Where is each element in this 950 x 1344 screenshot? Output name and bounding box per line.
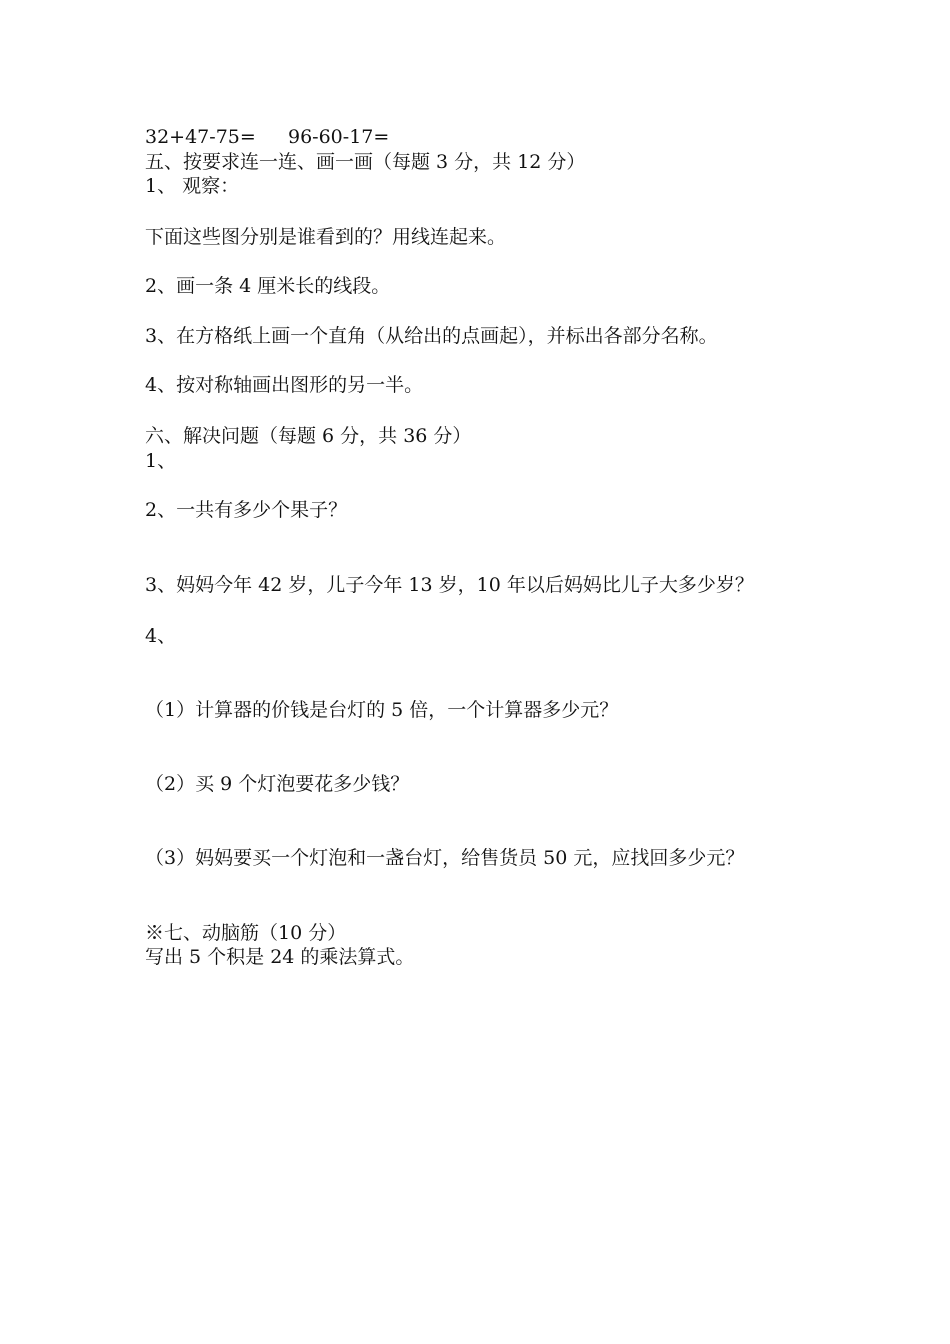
section7-heading: ※七、动脑筋（10 分） [145, 922, 347, 944]
section6-question-1: 1、 [145, 450, 177, 472]
section5-question-2: 2、画一条 4 厘米长的线段。 [145, 275, 391, 297]
section5-question-1: 1、 观察： [145, 175, 240, 197]
section6-question-2: 2、一共有多少个果子？ [145, 499, 348, 521]
section5-question-4: 4、按对称轴画出图形的另一半。 [145, 374, 424, 396]
section5-question-3: 3、在方格纸上画一个直角（从给出的点画起），并标出各部分名称。 [145, 325, 718, 347]
section6-question-4-part-2: （2）买 9 个灯泡要花多少钱？ [145, 773, 410, 795]
expression-a: 32+47-75= [145, 126, 256, 148]
section6-heading: 六、解决问题（每题 6 分，共 36 分） [145, 425, 472, 447]
section5-heading: 五、按要求连一连、画一画（每题 3 分，共 12 分） [145, 151, 586, 173]
section6-question-4: 4、 [145, 625, 177, 647]
section5-question-1-instruction: 下面这些图分别是谁看到的？用线连起来。 [145, 226, 507, 248]
expression-b: 96-60-17= [288, 126, 390, 148]
section6-question-3: 3、妈妈今年 42 岁，儿子今年 13 岁，10 年以后妈妈比儿子大多少岁？ [145, 574, 754, 596]
section6-question-4-part-1: （1）计算器的价钱是台灯的 5 倍，一个计算器多少元？ [145, 699, 619, 721]
section6-question-4-part-3: （3）妈妈要买一个灯泡和一盏台灯，给售货员 50 元，应找回多少元？ [145, 847, 745, 869]
section7-question-1: 写出 5 个积是 24 的乘法算式。 [145, 946, 415, 968]
